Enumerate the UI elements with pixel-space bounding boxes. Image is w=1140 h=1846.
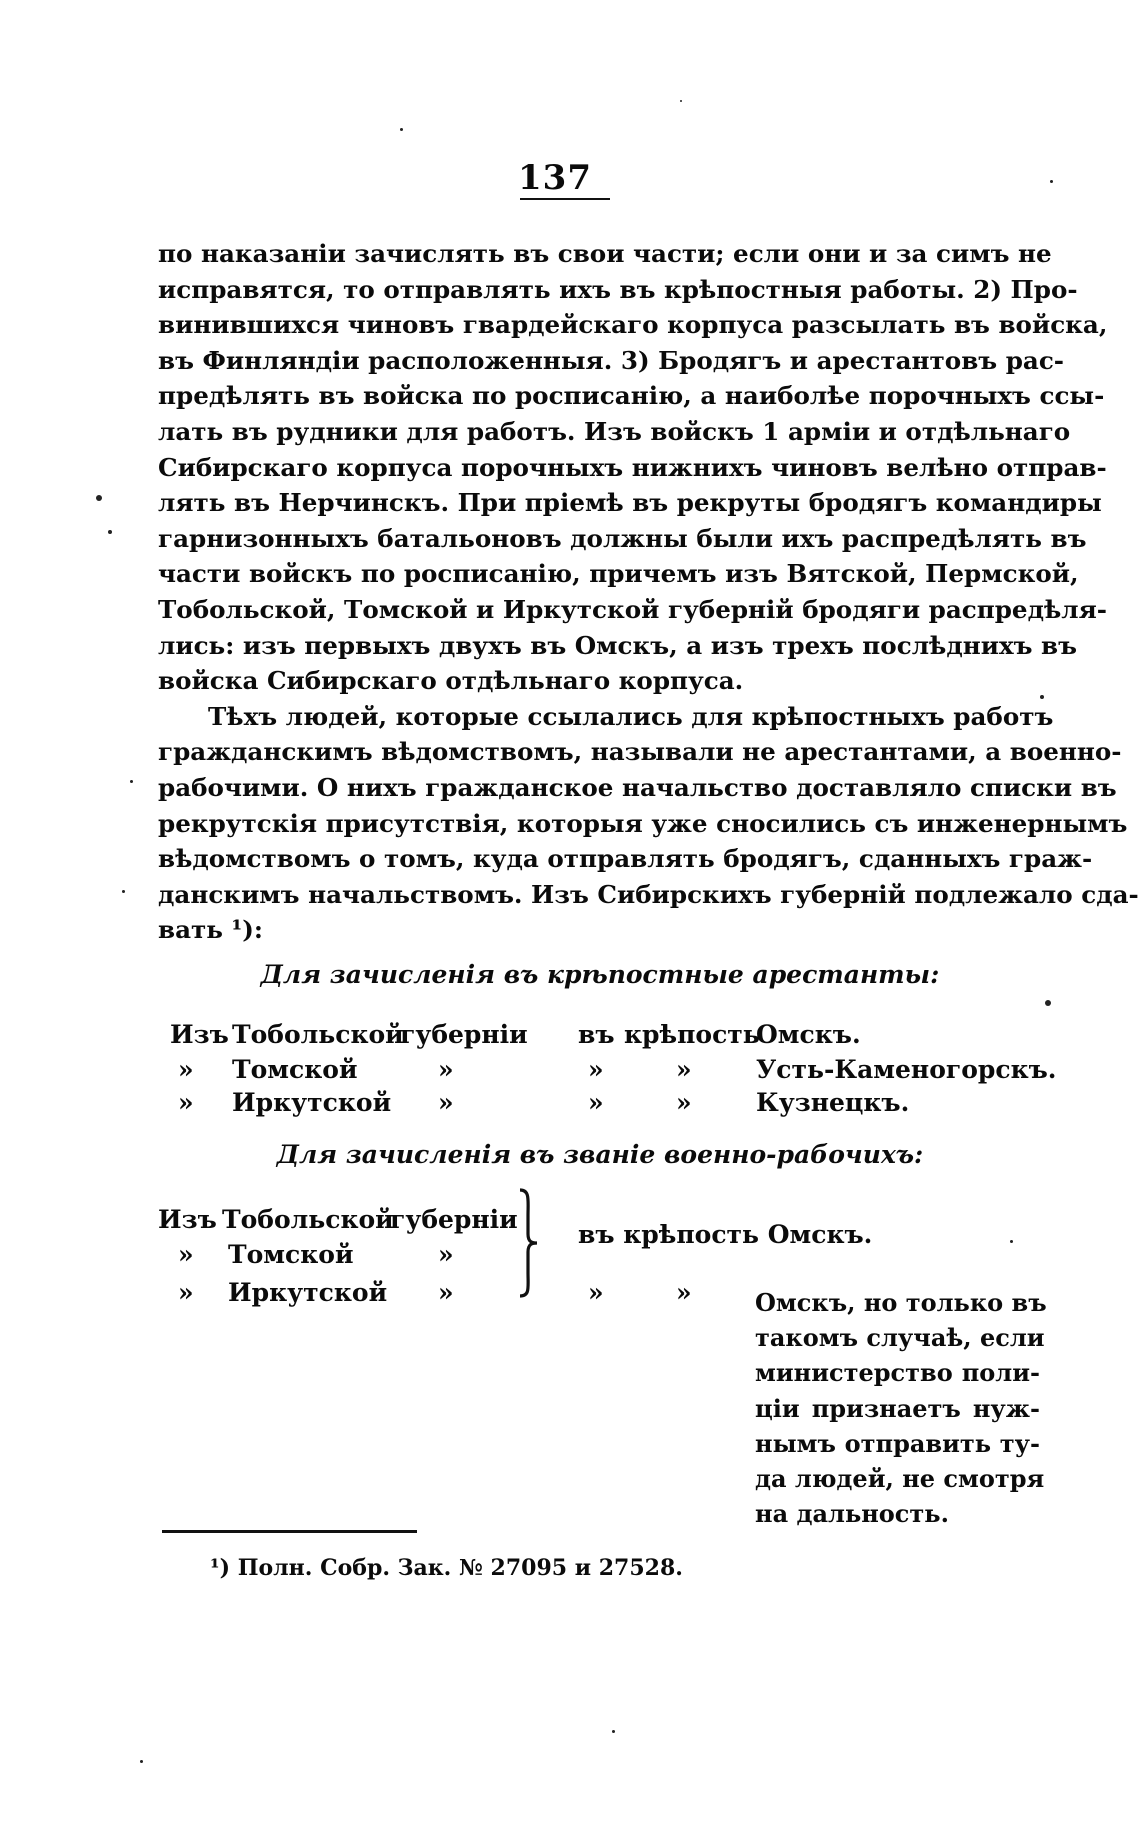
note-line: такомъ случаѣ, если [755, 1323, 1045, 1353]
grouped-destination: въ крѣпость Омскъ. [578, 1220, 873, 1249]
province-word: губерніи [400, 1020, 528, 1049]
fortress-word: крѣпость [624, 1020, 760, 1049]
province-word: губерніи [390, 1205, 518, 1234]
ditto-mark: » [178, 1088, 194, 1117]
text-line: части войскъ по росписанію, причемъ изъ Вятской, Пермской, [158, 559, 1079, 589]
ditto-mark: » [588, 1278, 604, 1307]
ditto-mark: » [438, 1240, 454, 1269]
note-line: да людей, не смотря [755, 1464, 1045, 1494]
text-line: Тѣхъ людей, которые ссылались для крѣпостныхъ работъ [208, 701, 1054, 731]
paragraph-2 [158, 699, 1139, 948]
note-line: Омскъ, но только въ [755, 1288, 1047, 1317]
text-line: рекрутскія присутствія, которыя уже сносились съ инженернымъ [158, 808, 1128, 838]
text-line: Тобольской, Томской и Иркутской губерній бродяги распредѣля- [158, 594, 1107, 624]
preposition: въ [578, 1020, 615, 1049]
destination: Омскъ. [756, 1020, 861, 1049]
ditto-mark: » [588, 1055, 604, 1084]
text-line: винившихся чиновъ гвардейскаго корпуса разсылать въ войска, [158, 310, 1108, 340]
text-line: предѣлять въ войска по росписанію, а наиболѣе порочныхъ ссы- [158, 381, 1105, 411]
row-prefix: Изъ [158, 1205, 217, 1234]
ditto-mark: » [178, 1240, 194, 1269]
province-name: Тобольской [222, 1205, 394, 1234]
province-name: Томской [232, 1055, 358, 1084]
destination: Усть-Каменогорскъ. [756, 1055, 1057, 1084]
text-line: исправятся, то отправлять ихъ въ крѣпостныя работы. 2) Про- [158, 274, 1078, 304]
province-name: Иркутской [232, 1088, 392, 1117]
ditto-mark: » [588, 1088, 604, 1117]
province-name: Томской [228, 1240, 354, 1269]
text-line: Сибирскаго корпуса порочныхъ нижнихъ чиновъ велѣно отправ- [158, 452, 1107, 482]
text-line: гражданскимъ вѣдомствомъ, называли не арестантами, а военно- [158, 737, 1122, 767]
text-line: рабочими. О нихъ гражданское начальство доставляло списки въ [158, 772, 1117, 802]
text-line: лись: изъ первыхъ двухъ въ Омскъ, а изъ трехъ послѣднихъ въ [158, 630, 1077, 660]
curly-brace-icon [516, 1188, 540, 1298]
text-line: въ Финляндіи расположенныя. 3) Бродягъ и арестантовъ рас- [158, 345, 1065, 375]
ditto-mark: » [178, 1055, 194, 1084]
paragraph-1 [158, 236, 1108, 699]
ditto-mark: » [676, 1088, 692, 1117]
text-line: войска Сибирскаго отдѣльнаго корпуса. [158, 666, 744, 696]
ditto-mark: » [676, 1055, 692, 1084]
page-number-rule [520, 198, 610, 200]
footnote-rule [162, 1530, 417, 1533]
irkutsk-note [755, 1285, 1047, 1531]
ditto-mark: » [438, 1088, 454, 1117]
note-line: нымъ отправить ту- [755, 1428, 1040, 1458]
table1-heading: Для зачисленія въ крѣпостные арестанты: [260, 960, 940, 989]
table2-heading: Для зачисленія въ званіе военно-рабочихъ: [276, 1140, 924, 1169]
ditto-mark: » [438, 1278, 454, 1307]
row-prefix: Изъ [170, 1020, 229, 1049]
main-text [158, 236, 1139, 948]
ditto-mark: » [676, 1278, 692, 1307]
note-line: ціи признаетъ нуж- [755, 1393, 1040, 1423]
text-line: гарнизонныхъ батальоновъ должны были ихъ распредѣлять въ [158, 523, 1087, 553]
ditto-mark: » [438, 1055, 454, 1084]
note-line: на дальность. [755, 1499, 949, 1529]
text-line: лять въ Нерчинскъ. При пріемѣ въ рекруты бродягъ командиры [158, 488, 1102, 518]
text-line: по наказаніи зачислять въ свои части; если они и за симъ не [158, 239, 1052, 268]
text-line: лать въ рудники для работъ. Изъ войскъ 1 арміи и отдѣльнаго [158, 416, 1071, 446]
text-line: данскимъ начальствомъ. Изъ Сибирскихъ губерній подлежало сда- [158, 879, 1139, 909]
text-line: вать ¹): [158, 915, 264, 945]
province-name: Тобольской [232, 1020, 404, 1049]
note-line: министерство поли- [755, 1358, 1040, 1388]
page-number: 137 [518, 158, 592, 198]
text-line: вѣдомствомъ о томъ, куда отправлять бродягъ, сданныхъ граж- [158, 844, 1093, 874]
province-name: Иркутской [228, 1278, 388, 1307]
destination: Кузнецкъ. [756, 1088, 910, 1117]
footnote: ¹) Полн. Собр. Зак. № 27095 и 27528. [210, 1555, 683, 1581]
ditto-mark: » [178, 1278, 194, 1307]
